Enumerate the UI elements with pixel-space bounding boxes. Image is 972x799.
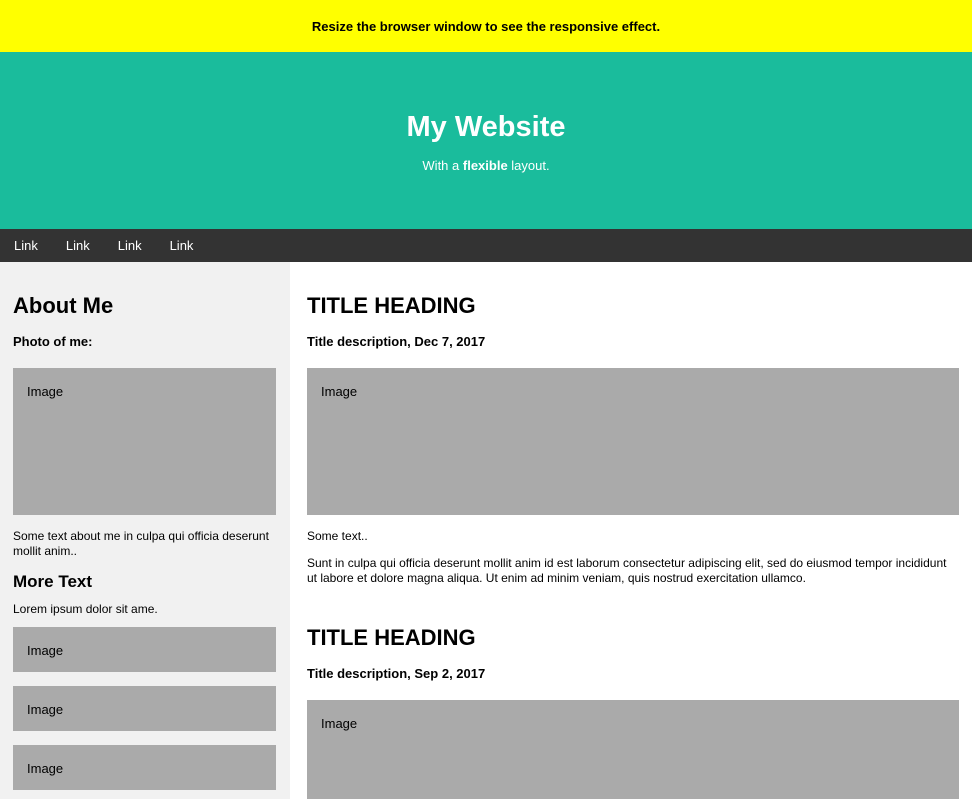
site-subtitle bbox=[0, 142, 972, 172]
article-1 bbox=[307, 293, 959, 586]
resize-notice-text: Resize the browser window to see the responsive effect. bbox=[311, 18, 661, 34]
photo-label: Photo of me: bbox=[13, 334, 93, 349]
nav-link-4[interactable]: Link bbox=[169, 238, 194, 253]
nav-link-3[interactable]: Link bbox=[117, 238, 142, 253]
nav-link-1[interactable]: Link bbox=[14, 238, 38, 253]
article-image-placeholder bbox=[307, 700, 959, 799]
gallery-image-placeholder bbox=[13, 745, 276, 790]
sidebar bbox=[0, 262, 290, 799]
image-placeholder-label: Image bbox=[27, 761, 64, 776]
article-some-text: Some text.. bbox=[307, 529, 368, 543]
resize-notice-banner bbox=[0, 0, 972, 52]
gallery-image-placeholder bbox=[13, 627, 276, 672]
image-placeholder-label: Image bbox=[321, 384, 358, 399]
profile-image-placeholder bbox=[13, 368, 276, 515]
subtitle-bold-word: flexible bbox=[462, 158, 508, 173]
navbar bbox=[0, 229, 972, 262]
nav-link-2[interactable]: Link bbox=[65, 238, 90, 253]
sidebar-title: About Me bbox=[13, 293, 114, 318]
more-text-title: More Text bbox=[13, 572, 93, 591]
image-placeholder-label: Image bbox=[27, 384, 64, 399]
image-placeholder-label: Image bbox=[27, 702, 64, 717]
article-title: TITLE HEADING bbox=[307, 625, 476, 650]
about-text: Some text about me in culpa qui officia deserunt mollit anim.. bbox=[13, 529, 269, 558]
image-placeholder-label: Image bbox=[321, 716, 358, 731]
article-meta: Title description, Sep 2, 2017 bbox=[307, 666, 486, 681]
article-meta: Title description, Dec 7, 2017 bbox=[307, 334, 486, 349]
article-image-placeholder bbox=[307, 368, 959, 515]
subtitle-prefix: With a bbox=[422, 158, 463, 173]
lorem-text: Lorem ipsum dolor sit ame. bbox=[13, 602, 158, 616]
gallery-image-placeholder bbox=[13, 686, 276, 731]
main-content bbox=[290, 262, 972, 799]
image-placeholder-label: Image bbox=[27, 643, 64, 658]
site-header bbox=[0, 52, 972, 229]
article-body-text: Sunt in culpa qui officia deserunt mollit anim id est laborum consectetur adipiscing elit, sed do eiusmod tempor incididunt ut labore et dolore magna aliqua. Ut enim ad minim veniam, quis nostrud exercitation ullamco. bbox=[307, 556, 947, 585]
subtitle-suffix: layout. bbox=[507, 158, 550, 173]
article-title: TITLE HEADING bbox=[307, 293, 476, 318]
content-row bbox=[0, 262, 972, 799]
site-title: My Website bbox=[406, 111, 566, 143]
article-2 bbox=[307, 625, 959, 799]
